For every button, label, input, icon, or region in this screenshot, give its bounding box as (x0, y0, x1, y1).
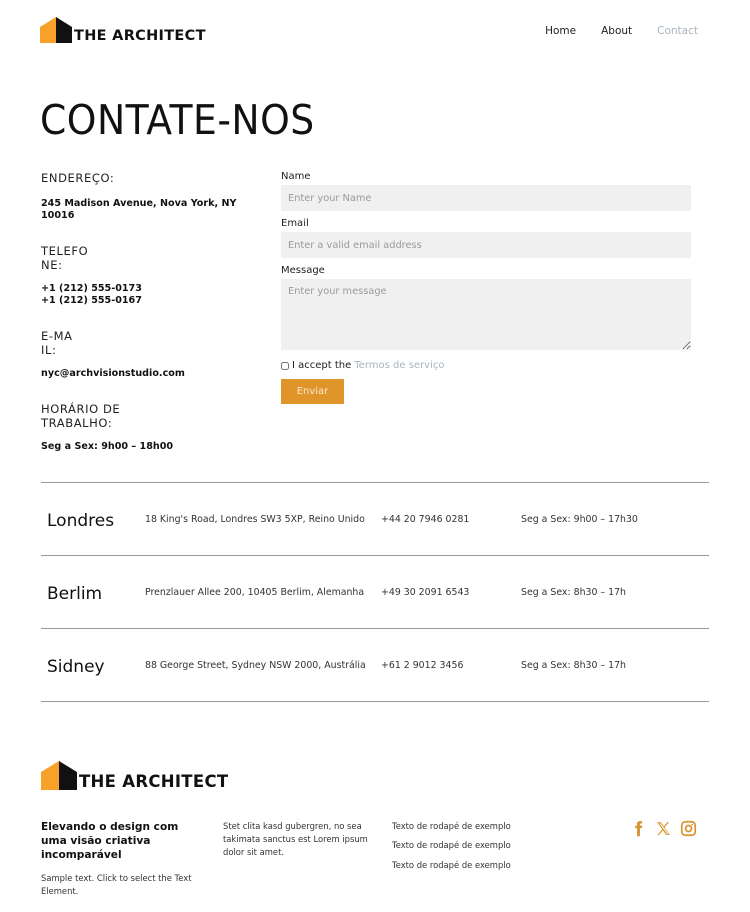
house-logo-icon (41, 761, 77, 790)
office-address: 88 George Street, Sydney NSW 2000, Austrália (145, 660, 366, 671)
contact-form (281, 171, 691, 404)
accept-text: I accept the (292, 360, 352, 371)
main-nav (520, 25, 698, 37)
phone-value-2: +1 (212) 555-0167 (41, 294, 142, 306)
office-phone: +49 30 2091 6543 (381, 587, 470, 598)
terms-row (281, 360, 691, 371)
office-address: Prenzlauer Allee 200, 10405 Berlim, Alemanha (145, 587, 365, 598)
office-hours: Seg a Sex: 8h30 – 17h (521, 587, 626, 598)
terms-link[interactable]: Termos de serviço (354, 360, 445, 371)
email-field-label: Email (281, 218, 309, 229)
footer-logo[interactable] (41, 761, 228, 790)
message-label: Message (281, 265, 325, 276)
brand-name: THE ARCHITECT (74, 28, 206, 44)
phone-value-1: +1 (212) 555-0173 (41, 283, 142, 294)
address-value: 245 Madison Avenue, Nova York, NY 10016 (41, 198, 237, 221)
footer-link[interactable]: Texto de rodapé de exemplo (392, 821, 511, 831)
nav-contact[interactable]: Contact (657, 25, 698, 37)
office-row (41, 483, 709, 556)
submit-button[interactable]: Enviar (281, 379, 344, 404)
house-logo-icon (40, 17, 72, 43)
footer-links (392, 820, 511, 878)
office-hours: Seg a Sex: 9h00 – 17h30 (521, 514, 638, 525)
name-input[interactable] (281, 185, 691, 211)
hours-value: Seg a Sex: 9h00 – 18h00 (41, 440, 174, 452)
offices-table (41, 482, 709, 702)
site-header (0, 0, 750, 60)
email-label: E-MAIL: (41, 329, 73, 357)
footer-link[interactable]: Texto de rodapé de exemplo (392, 840, 511, 851)
footer-link[interactable]: Texto de rodapé de exemplo (392, 859, 511, 870)
office-phone: +44 20 7946 0281 (381, 514, 470, 525)
office-city: Londres (47, 511, 115, 531)
logo[interactable] (40, 17, 206, 43)
contact-info (41, 171, 261, 452)
footer-sample-text: Sample text. Click to select the Text Element. (41, 873, 192, 896)
footer-brand-name: THE ARCHITECT (79, 772, 229, 791)
address-label: ENDEREÇO: (41, 171, 115, 185)
phone-label: TELEFONE: (41, 244, 89, 272)
facebook-icon[interactable] (630, 820, 647, 837)
footer-about (41, 820, 201, 898)
office-city: Berlim (47, 584, 103, 604)
office-phone: +61 2 9012 3456 (381, 660, 464, 671)
email-input[interactable] (281, 232, 691, 258)
instagram-icon[interactable] (680, 820, 697, 837)
nav-about[interactable]: About (601, 25, 633, 37)
footer-tagline: Elevando o design com uma visão criativa incomparável (41, 821, 179, 861)
message-input[interactable] (281, 279, 691, 350)
email-value[interactable]: nyc@archvisionstudio.com (41, 368, 185, 379)
footer-lorem: Stet clita kasd gubergren, no sea takimata sanctus est Lorem ipsum dolor sit amet. (223, 821, 368, 857)
office-city: Sidney (47, 657, 105, 677)
social-links (630, 820, 697, 837)
accept-terms-checkbox[interactable] (281, 362, 289, 370)
x-twitter-icon[interactable] (655, 820, 672, 837)
name-label: Name (281, 171, 311, 182)
office-hours: Seg a Sex: 8h30 – 17h (521, 660, 626, 671)
hours-label: HORÁRIO DE TRABALHO: (41, 401, 121, 430)
page-title: CONTATE-NOS (40, 96, 315, 144)
office-row (41, 629, 709, 702)
office-row (41, 556, 709, 629)
nav-home[interactable]: Home (545, 25, 577, 37)
office-address: 18 King's Road, Londres SW3 5XP, Reino Unido (145, 514, 365, 525)
